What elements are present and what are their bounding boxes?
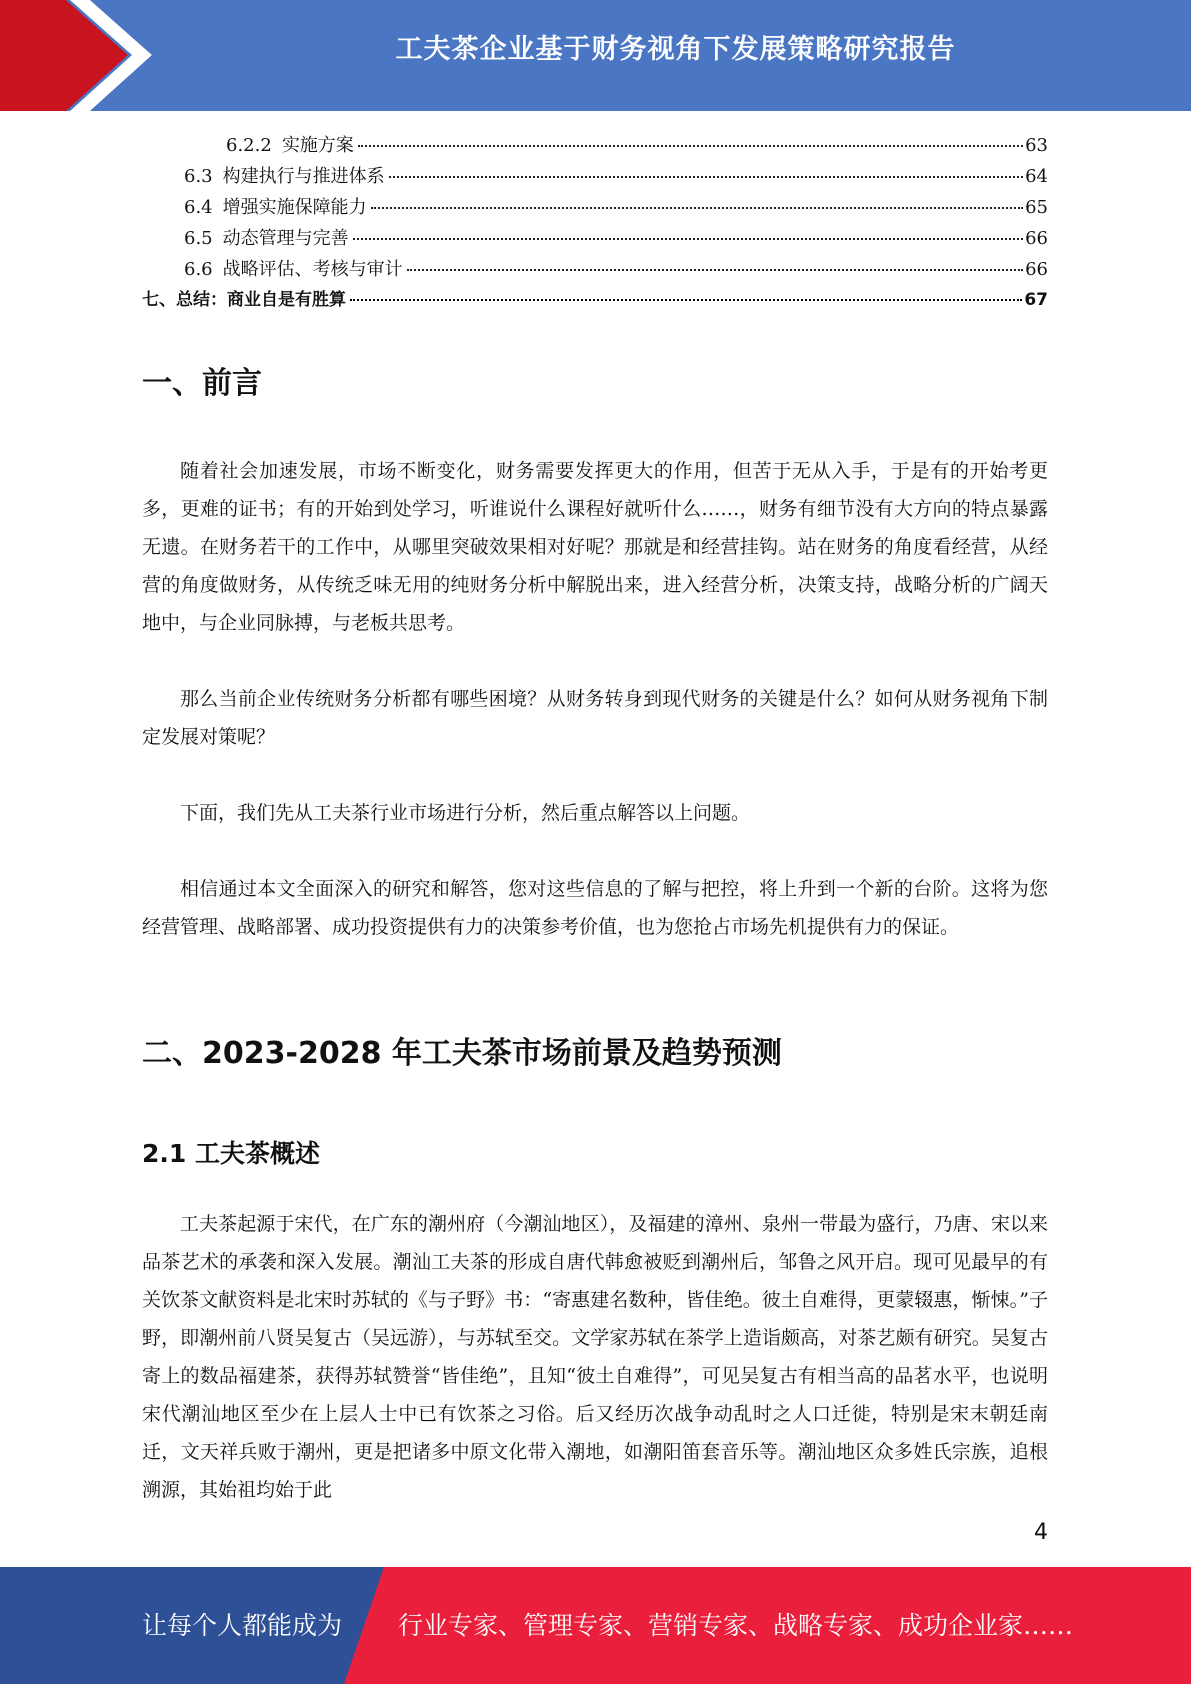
footer-slogan-left: 让每个人都能成为 — [142, 1611, 343, 1640]
table-of-contents — [142, 130, 1048, 316]
toc-entry-number: 6.4 — [184, 197, 213, 218]
page-number: 4 — [1034, 1520, 1048, 1545]
toc-entry-number: 6.2.2 — [226, 135, 272, 156]
section-heading-preface: 一、前言 — [142, 366, 262, 401]
toc-entry-title: 动态管理与完善 — [222, 228, 349, 249]
page-header — [0, 0, 1191, 111]
toc-entry-title: 实施方案 — [281, 135, 354, 156]
toc-entry[interactable] — [142, 223, 1048, 254]
document-title: 工夫茶企业基于财务视角下发展策略研究报告 — [395, 34, 956, 65]
toc-leader — [407, 268, 1023, 271]
toc-entry-page: 64 — [1025, 166, 1048, 187]
toc-entry-page: 66 — [1025, 259, 1048, 280]
toc-leader — [353, 237, 1023, 240]
overview-paragraph: 工夫茶起源于宋代，在广东的潮州府（今潮汕地区），及福建的漳州、泉州一带最为盛行，乃唐、宋以来品茶艺术的承袭和深入发展。潮汕工夫茶的形成自唐代韩愈被贬到潮州后，邹鲁之风开启。现可见最早的有关饮茶文献资料是北宋时苏轼的《与子野》书：“寄惠建名数种，皆佳绝。彼土自难得，更蒙辍惠，惭悚。”子野，即潮州前八贤吴复古（吴远游），与苏轼至交。文学家苏轼在茶学上造诣颇高，对茶艺颇有研究。吴复古寄上的数品福建茶，获得苏轼赞誉“皆佳绝”，且知“彼土自难得”，可见吴复古有相当高的品茗水平，也说明宋代潮汕地区至少在上层人士中已有饮茶之习俗。后又经历次战争动乱时之人口迁徙，特别是宋末朝廷南迁，文天祥兵败于潮州，更是把诸多中原文化带入潮地，如潮阳笛套音乐等。潮汕地区众多姓氏宗族，追根溯源，其始祖均始于此 — [142, 1213, 1048, 1501]
toc-chapter-entry[interactable] — [142, 285, 1048, 316]
toc-leader — [371, 206, 1023, 209]
toc-entry-title: 构建执行与推进体系 — [222, 166, 385, 187]
toc-entry-title: 增强实施保障能力 — [222, 197, 367, 218]
toc-entry-page: 63 — [1025, 135, 1048, 156]
toc-entry-number: 6.3 — [184, 166, 213, 187]
subsection-heading-overview: 2.1 工夫茶概述 — [142, 1139, 320, 1168]
header-arrow-decoration — [0, 0, 160, 111]
toc-entry[interactable] — [142, 130, 1048, 161]
toc-leader — [350, 298, 1022, 301]
toc-entry-title: 战略评估、考核与审计 — [222, 259, 403, 280]
toc-leader — [389, 175, 1023, 178]
footer-slogan-right: 行业专家、管理专家、营销专家、战略专家、成功企业家…… — [398, 1611, 1074, 1640]
toc-leader — [358, 144, 1023, 147]
toc-entry-title: 七、总结：商业自是有胜算 — [142, 290, 346, 310]
toc-entry-page: 66 — [1025, 228, 1048, 249]
preface-paragraph-3: 下面，我们先从工夫茶行业市场进行分析，然后重点解答以上问题。 — [180, 802, 751, 824]
toc-entry[interactable] — [142, 161, 1048, 192]
preface-paragraph-2: 那么当前企业传统财务分析都有哪些困境？从财务转身到现代财务的关键是什么？如何从财务视角下制定发展对策呢？ — [142, 688, 1048, 748]
section-heading-market-forecast: 二、2023-2028 年工夫茶市场前景及趋势预测 — [142, 1036, 782, 1071]
toc-entry-page: 67 — [1024, 290, 1048, 310]
toc-entry[interactable] — [142, 254, 1048, 285]
preface-paragraph-1: 随着社会加速发展，市场不断变化，财务需要发挥更大的作用，但苦于无从入手，于是有的开始考更多，更难的证书；有的开始到处学习，听谁说什么课程好就听什么……，财务有细节没有大方向的特点暴露无遗。在财务若干的工作中，从哪里突破效果相对好呢？那就是和经营挂钩。站在财务的角度看经营，从经营的角度做财务，从传统乏味无用的纯财务分析中解脱出来，进入经营分析，决策支持，战略分析的广阔天地中，与企业同脉搏，与老板共思考。 — [142, 460, 1048, 634]
toc-entry-number: 6.5 — [184, 228, 213, 249]
page-footer — [0, 1567, 1191, 1684]
toc-entry-page: 65 — [1025, 197, 1048, 218]
toc-entry-number: 6.6 — [184, 259, 213, 280]
preface-paragraph-4: 相信通过本文全面深入的研究和解答，您对这些信息的了解与把控，将上升到一个新的台阶。这将为您经营管理、战略部署、成功投资提供有力的决策参考价值，也为您抢占市场先机提供有力的保证。 — [142, 878, 1048, 938]
toc-entry[interactable] — [142, 192, 1048, 223]
